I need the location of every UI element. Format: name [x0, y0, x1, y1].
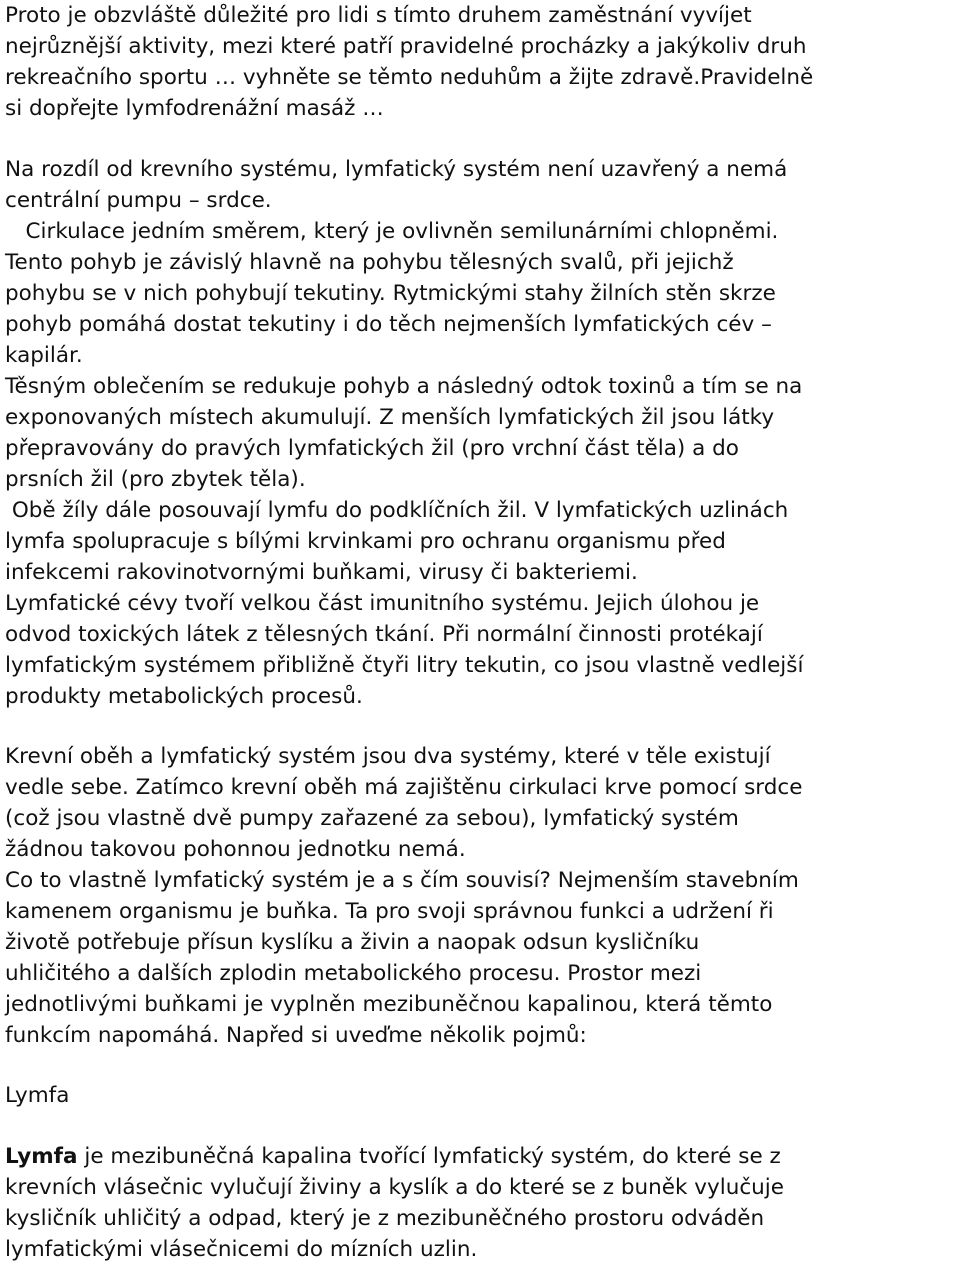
text-line: Tento pohyb je závislý hlavně na pohybu tělesných svalů, při jejichž: [5, 250, 734, 275]
text-line: lymfatickými vlásečnicemi do mízních uzlin.: [5, 1237, 478, 1262]
term-bold: Lymfa: [5, 1144, 78, 1169]
text-line: krevních vlásečnic vylučují živiny a kyslík a do které se z buněk vylučuje: [5, 1175, 784, 1200]
text-line: pohyb pomáhá dostat tekutiny i do těch nejmenších lymfatických cév –: [5, 312, 772, 337]
text-line: žádnou takovou pohonnou jednotku nemá.: [5, 837, 466, 862]
text-line: jednotlivými buňkami je vyplněn mezibuněčnou kapalinou, která těmto: [5, 992, 773, 1017]
text-line: Lymfatické cévy tvoří velkou část imunitního systému. Jejich úlohou je: [5, 591, 760, 616]
text-line: produkty metabolických procesů.: [5, 684, 363, 709]
text-line: funkcím napomáhá. Napřed si uveďme několik pojmů:: [5, 1023, 587, 1048]
text-line: lymfa spolupracuje s bílými krvinkami pro ochranu organismu před: [5, 529, 726, 554]
text-line: vedle sebe. Zatímco krevní oběh má zajištěnu cirkulaci krve pomocí srdce: [5, 775, 803, 800]
text-line: nejrůznější aktivity, mezi které patří pravidelné procházky a jakýkoliv druh: [5, 34, 807, 59]
text-line: Krevní oběh a lymfatický systém jsou dva systémy, které v těle existují: [5, 744, 771, 769]
document-page: [5, 0, 960, 1260]
text-run: je mezibuněčná kapalina tvořící lymfatický systém, do které se z: [77, 1144, 781, 1169]
text-line: si dopřejte lymfodrenážní masáž …: [5, 96, 384, 121]
text-line: Obě žíly dále posouvají lymfu do podklíčních žil. V lymfatických uzlinách: [5, 498, 789, 523]
text-line: Co to vlastně lymfatický systém je a s čím souvisí? Nejmenším stavebním: [5, 868, 799, 893]
text-line: [5, 1146, 781, 1168]
text-line: exponovaných místech akumulují. Z menších lymfatických žil jsou látky: [5, 405, 775, 430]
text-line: kysličník uhličitý a odpad, který je z mezibuněčného prostoru odváděn: [5, 1206, 765, 1231]
text-line: uhličitého a dalších zplodin metabolického procesu. Prostor mezi: [5, 961, 702, 986]
text-line: odvod toxických látek z tělesných tkání. Při normální činnosti protékají: [5, 622, 763, 647]
text-line: pohybu se v nich pohybují tekutiny. Rytmickými stahy žilních stěn skrze: [5, 281, 776, 306]
text-line: (což jsou vlastně dvě pumpy zařazené za sebou), lymfatický systém: [5, 806, 739, 831]
text-line: lymfatickým systémem přibližně čtyři litry tekutin, co jsou vlastně vedlejší: [5, 653, 804, 678]
text-line: infekcemi rakovinotvornými buňkami, virusy či bakteriemi.: [5, 560, 638, 585]
text-line: přepravovány do pravých lymfatických žil (pro vrchní část těla) a do: [5, 436, 739, 461]
text-line: centrální pumpu – srdce.: [5, 188, 272, 213]
text-line: rekreačního sportu … vyhněte se těmto neduhům a žijte zdravě.Pravidelně: [5, 65, 814, 90]
text-line: životě potřebuje přísun kyslíku a živin a naopak odsun kysličníku: [5, 930, 700, 955]
text-line: Cirkulace jedním směrem, který je ovlivněn semilunárními chlopněmi.: [5, 219, 779, 244]
text-line: prsních žil (pro zbytek těla).: [5, 467, 306, 492]
text-line: kapilár.: [5, 343, 83, 368]
section-heading: Lymfa: [5, 1083, 70, 1108]
text-line: Proto je obzvláště důležité pro lidi s tímto druhem zaměstnání vyvíjet: [5, 3, 752, 28]
text-line: Těsným oblečením se redukuje pohyb a následný odtok toxinů a tím se na: [5, 374, 803, 399]
text-line: kamenem organismu je buňka. Ta pro svoji správnou funkci a udržení ři: [5, 899, 774, 924]
text-line: Na rozdíl od krevního systému, lymfatický systém není uzavřený a nemá: [5, 157, 788, 182]
